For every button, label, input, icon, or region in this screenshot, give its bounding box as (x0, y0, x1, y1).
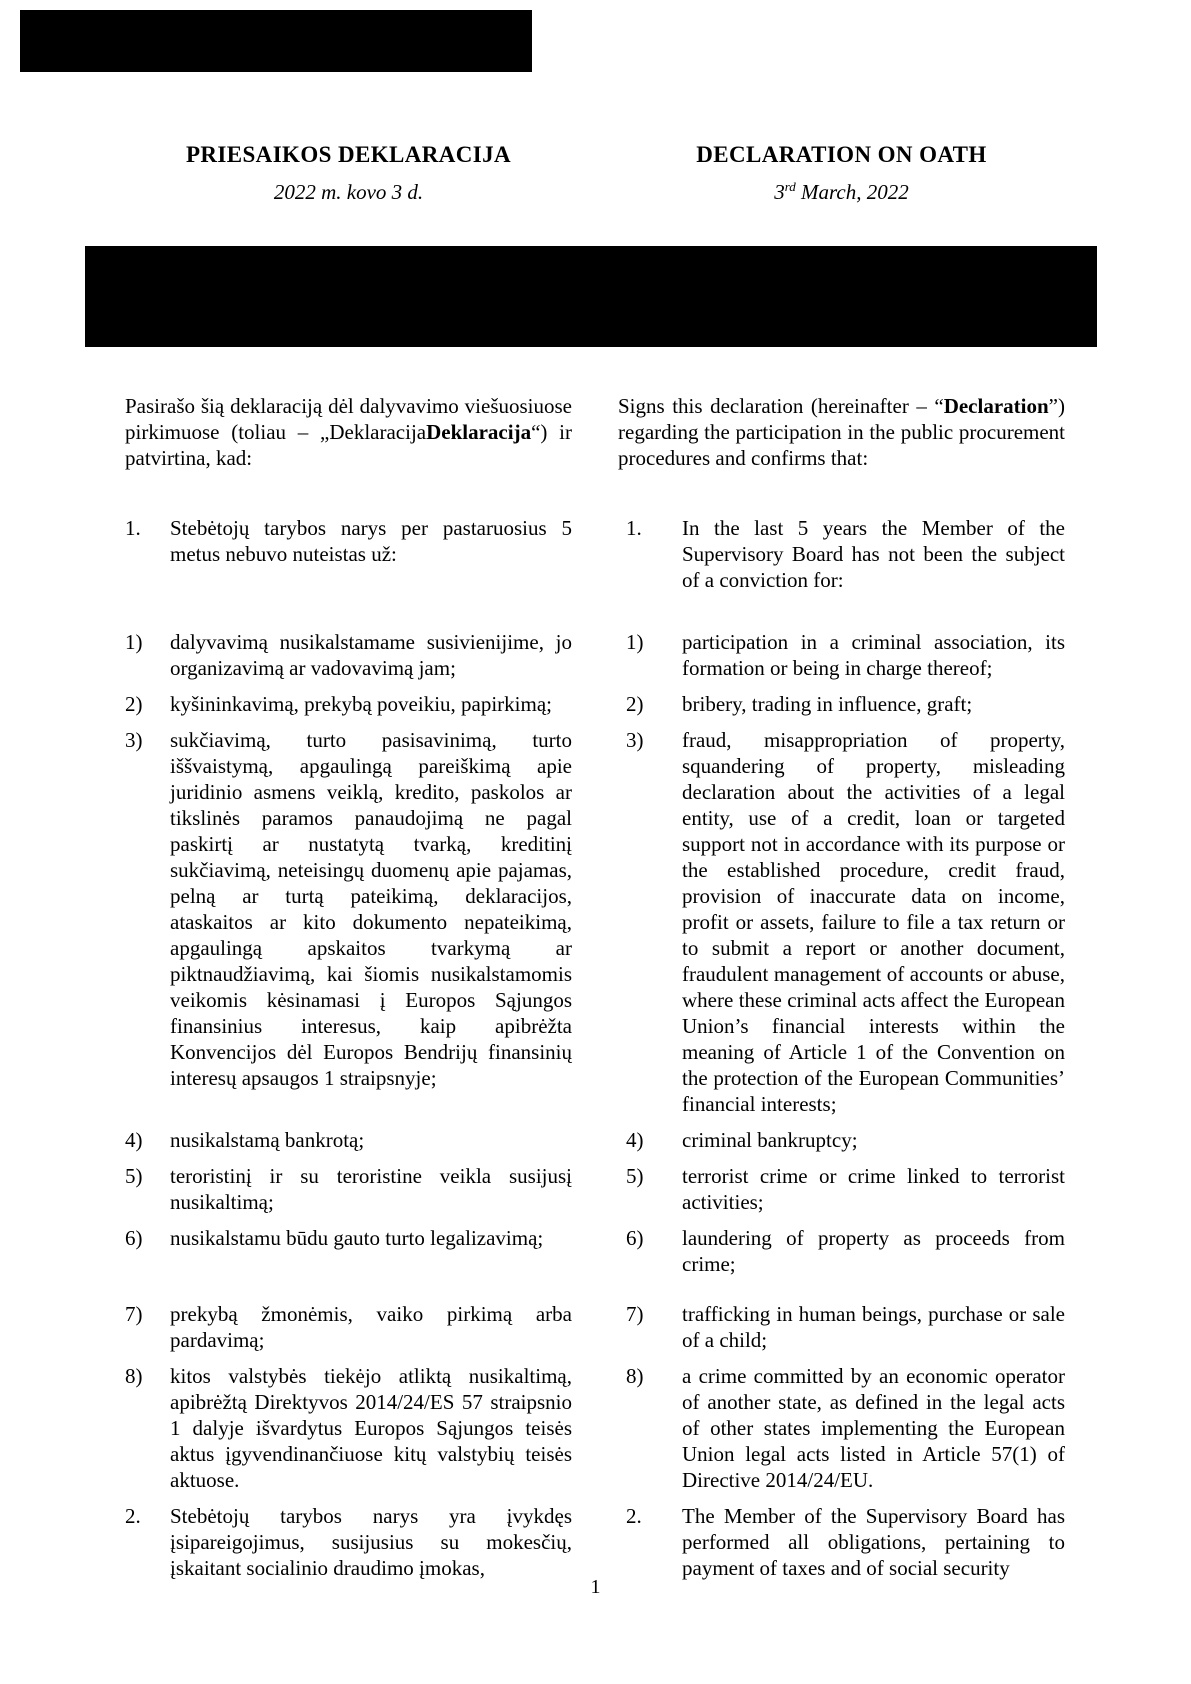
item-number-en: 7) (626, 1302, 644, 1326)
item-number-en: 2. (626, 1504, 642, 1528)
item-number-lt: 1) (125, 630, 143, 654)
item-number-en: 6) (626, 1226, 644, 1250)
item-text-en: trafficking in human beings, purchase or sale of a child; (682, 1302, 1065, 1352)
date-lt: 2022 m. kovo 3 d. (273, 180, 424, 204)
item-number-lt: 1. (125, 516, 141, 540)
item-text-lt: nusikalstamu būdu gauto turto legalizavimą; (170, 1226, 544, 1250)
header-column-en (618, 142, 1065, 204)
date-en-day: 3 (774, 180, 785, 204)
item-number-lt: 2) (125, 692, 143, 716)
intro-paragraph-lt (125, 393, 572, 471)
item-number-lt: 6) (125, 1226, 143, 1250)
item-text-lt: teroristinį ir su teroristine veikla susijusį nusikaltimą; (170, 1164, 572, 1214)
intro-lt-pre: Pasirašo šią deklaraciją dėl dalyvavimo viešuosiuose pirkimuose (toliau – „Deklaracija (125, 394, 572, 444)
intro-en-pre: Signs this declaration (hereinafter – “ (618, 394, 944, 418)
item-row (125, 515, 1065, 593)
item-number-lt: 8) (125, 1364, 143, 1388)
item-row (125, 1301, 1065, 1353)
document-body (125, 393, 1065, 1581)
date-en-rest: March, 2022 (795, 180, 909, 204)
item-row (125, 1225, 1065, 1277)
item-number-en: 1. (626, 516, 642, 540)
item-number-lt: 3) (125, 728, 143, 752)
redaction-bar-top (20, 10, 532, 72)
item-text-en: participation in a criminal association, its formation or being in charge thereof; (682, 630, 1065, 680)
item-text-en: terrorist crime or crime linked to terrorist activities; (682, 1164, 1065, 1214)
item-text-en: fraud, misappropriation of property, squandering of property, misleading declaration about the activities of a legal entity, use of a credit, loan or targeted support not in accordance with its purpose or the established procedure, credit fraud, provision of inaccurate data on income, profit or assets, failure to file a tax return or to submit a report or another document, fraudulent management of accounts or abuse, where these criminal acts affect the European Union’s financial interests within the meaning of Article 1 of the Convention on the protection of the European Communities’ financial interests; (682, 728, 1065, 1116)
item-text-lt: dalyvavimą nusikalstamame susivienijime, jo organizavimą ar vadovavimą jam; (170, 630, 572, 680)
item-text-en: a crime committed by an economic operator of another state, as defined in the legal acts of other states implementing the European Union legal acts listed in Article 57(1) of Directive 2014/24/EU. (682, 1364, 1065, 1492)
item-row (125, 629, 1065, 681)
item-row (125, 727, 1065, 1117)
item-row (125, 1163, 1065, 1215)
item-number-en: 2) (626, 692, 644, 716)
item-text-lt: nusikalstamą bankrotą; (170, 1128, 365, 1152)
intro-row (125, 393, 1065, 471)
page-number: 1 (590, 1576, 601, 1598)
item-number-lt: 2. (125, 1504, 141, 1528)
intro-en-post: ”) regarding the participation in the public procurement procedures and confirms that: (618, 394, 1065, 470)
item-text-lt: kitos valstybės tiekėjo atliktą nusikaltimą, apibrėžtą Direktyvos 2014/24/ES 57 straipsnio 1 dalyje išvardytus Europos Sąjungos teisės aktus įgyvendinančiuose kitų valstybių teisės aktuose. (170, 1364, 572, 1492)
date-en (618, 180, 1065, 204)
item-text-en: In the last 5 years the Member of the Supervisory Board has not been the subject of a conviction for: (682, 516, 1065, 592)
item-text-en: criminal bankruptcy; (682, 1128, 858, 1152)
item-number-en: 4) (626, 1128, 644, 1152)
item-number-en: 1) (626, 630, 644, 654)
item-text-en: laundering of property as proceeds from crime; (682, 1226, 1065, 1276)
item-text-lt: kyšininkavimą, prekybą poveikiu, papirkimą; (170, 692, 552, 716)
intro-lt-bold-term: Deklaracija (426, 420, 532, 444)
item-number-en: 3) (626, 728, 644, 752)
item-number-lt: 7) (125, 1302, 143, 1326)
item-text-lt: sukčiavimą, turto pasisavinimą, turto iššvaistymą, apgaulingą pareiškimą apie juridinio asmens veiklą, kredito, paskolos ar tikslinės paramos panaudojimą ne pagal paskirtį ar nustatytą tvarką, kreditinį sukčiavimą, neteisingų duomenų apie pajamas, pelną ar turtą pateikimą, deklaracijos, ataskaitos ar kito dokumento nepateikimą, apgaulingą apskaitos tvarkymą ar piktnaudžiavimą, kai šiomis nusikalstamomis veikomis kėsinamasi į Europos Sąjungos finansinius interesus, kaip apibrėžta Konvencijos dėl Europos Bendrijų finansinių interesų apsaugos 1 straipsnyje; (170, 728, 572, 1090)
item-text-lt: prekybą žmonėmis, vaiko pirkimą arba pardavimą; (170, 1302, 572, 1352)
intro-paragraph-en (618, 393, 1065, 471)
item-number-en: 8) (626, 1364, 644, 1388)
intro-lt-post: “) ir patvirtina, kad: (125, 420, 572, 470)
item-text-lt: Stebėtojų tarybos narys yra įvykdęs įsipareigojimus, susijusius su mokesčių, įskaitant socialinio draudimo įmokas, (170, 1504, 572, 1580)
title-en: DECLARATION ON OATH (696, 142, 987, 167)
redaction-bar-main (85, 246, 1097, 347)
item-number-lt: 5) (125, 1164, 143, 1188)
header-column-lt (125, 142, 572, 204)
date-en-ordinal-suffix: rd (784, 179, 796, 194)
item-number-lt: 4) (125, 1128, 143, 1152)
item-number-en: 5) (626, 1164, 644, 1188)
item-row (125, 1127, 1065, 1153)
item-text-en: bribery, trading in influence, graft; (682, 692, 973, 716)
item-row (125, 1503, 1065, 1581)
intro-en-bold-term: Declaration (943, 394, 1049, 418)
item-row (125, 691, 1065, 717)
items-list (125, 515, 1065, 1581)
title-lt: PRIESAIKOS DEKLARACIJA (185, 142, 512, 167)
item-text-lt: Stebėtojų tarybos narys per pastaruosius 5 metus nebuvo nuteistas už: (170, 516, 572, 566)
document-header (125, 142, 1065, 204)
item-text-en: The Member of the Supervisory Board has performed all obligations, pertaining to payment of taxes and of social security (682, 1504, 1065, 1580)
item-row (125, 1363, 1065, 1493)
